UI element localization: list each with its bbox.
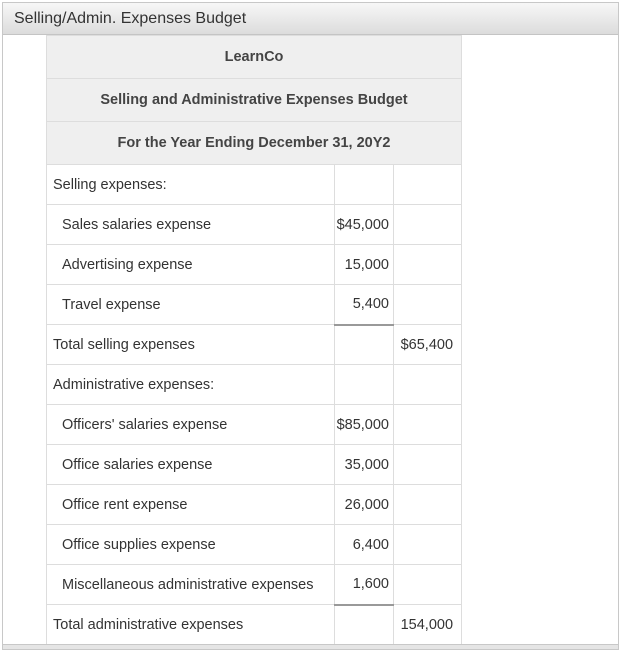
row-label: Sales salaries expense xyxy=(47,205,335,245)
table-row xyxy=(47,365,462,405)
company-name: LearnCo xyxy=(47,36,462,79)
empty-cell xyxy=(394,285,462,325)
row-label: Travel expense xyxy=(47,285,335,325)
total-selling-label: Total selling expenses xyxy=(47,325,335,365)
table-row xyxy=(47,605,462,645)
table-row xyxy=(47,245,462,285)
table-row xyxy=(47,325,462,365)
empty-cell xyxy=(394,445,462,485)
empty-cell xyxy=(394,565,462,605)
admin-expenses-heading: Administrative expenses: xyxy=(47,365,335,405)
header-row-period xyxy=(47,122,462,165)
table-row xyxy=(47,485,462,525)
row-amount: 35,000 xyxy=(335,445,394,485)
budget-title: Selling and Administrative Expenses Budget xyxy=(47,79,462,122)
row-amount: 5,400 xyxy=(335,285,394,325)
budget-panel xyxy=(2,2,619,650)
row-amount: 1,600 xyxy=(335,565,394,605)
budget-table xyxy=(46,35,462,645)
panel-header: Selling/Admin. Expenses Budget xyxy=(3,3,618,35)
table-row xyxy=(47,445,462,485)
table-row xyxy=(47,285,462,325)
empty-cell xyxy=(394,245,462,285)
empty-cell xyxy=(394,485,462,525)
empty-cell xyxy=(394,405,462,445)
empty-cell xyxy=(394,365,462,405)
row-label: Office supplies expense xyxy=(47,525,335,565)
empty-cell xyxy=(394,525,462,565)
header-row-company xyxy=(47,36,462,79)
empty-cell xyxy=(335,325,394,365)
table-row xyxy=(47,525,462,565)
header-row-title xyxy=(47,79,462,122)
empty-cell xyxy=(335,365,394,405)
table-row xyxy=(47,165,462,205)
row-label: Officers' salaries expense xyxy=(47,405,335,445)
row-amount: 26,000 xyxy=(335,485,394,525)
panel-bottom-edge xyxy=(3,644,618,649)
selling-expenses-heading: Selling expenses: xyxy=(47,165,335,205)
row-label: Office rent expense xyxy=(47,485,335,525)
row-amount: 15,000 xyxy=(335,245,394,285)
row-amount: 6,400 xyxy=(335,525,394,565)
table-row xyxy=(47,205,462,245)
row-amount: $85,000 xyxy=(335,405,394,445)
row-amount: $45,000 xyxy=(335,205,394,245)
row-label: Miscellaneous administrative expenses xyxy=(47,565,335,605)
empty-cell xyxy=(394,205,462,245)
total-admin-label: Total administrative expenses xyxy=(47,605,335,645)
empty-cell xyxy=(394,165,462,205)
total-admin-amount: 154,000 xyxy=(394,605,462,645)
row-label: Advertising expense xyxy=(47,245,335,285)
empty-cell xyxy=(335,165,394,205)
row-label: Office salaries expense xyxy=(47,445,335,485)
empty-cell xyxy=(335,605,394,645)
table-row xyxy=(47,565,462,605)
table-row xyxy=(47,405,462,445)
total-selling-amount: $65,400 xyxy=(394,325,462,365)
budget-period: For the Year Ending December 31, 20Y2 xyxy=(47,122,462,165)
